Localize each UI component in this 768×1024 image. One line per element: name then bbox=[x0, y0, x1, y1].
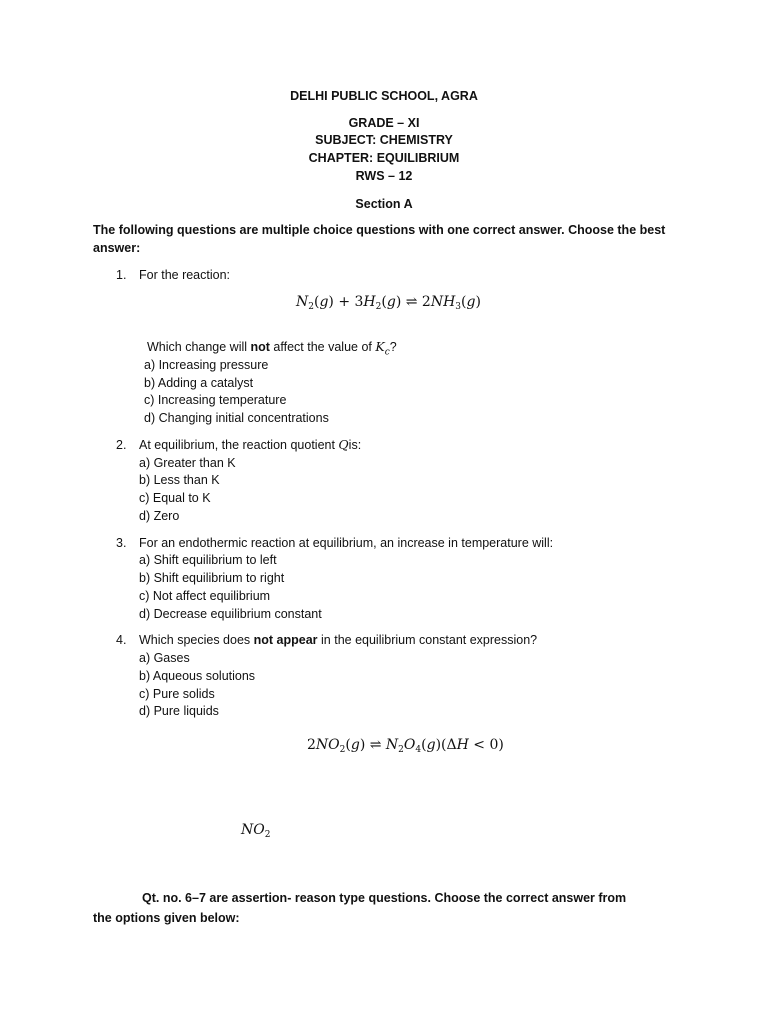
rws-heading: RWS – 12 bbox=[355, 169, 413, 183]
assertion-intro-line-2: the options given below: bbox=[93, 911, 240, 925]
reaction-equation-2: $2NO_2(g)$ ⇌ $N_2O_4(g)(\Delta H < 0)$ bbox=[307, 737, 504, 755]
school-name: DELHI PUBLIC SCHOOL, AGRA bbox=[290, 89, 478, 103]
option: d) Changing initial concentrations bbox=[144, 411, 329, 425]
chapter-heading: CHAPTER: EQUILIBRIUM bbox=[308, 151, 460, 165]
option: b) Shift equilibrium to right bbox=[139, 571, 285, 585]
section-heading: Section A bbox=[355, 197, 413, 211]
option: b) Aqueous solutions bbox=[139, 669, 256, 683]
option: d) Decrease equilibrium constant bbox=[139, 607, 322, 621]
question-number: 2. bbox=[116, 438, 127, 452]
option: a) Gases bbox=[139, 651, 190, 665]
option: a) Shift equilibrium to left bbox=[139, 553, 277, 567]
instructions-line-2: answer: bbox=[93, 241, 141, 255]
question-text: Which species does not appear in the equilibrium constant expression? bbox=[139, 633, 538, 647]
option: a) Increasing pressure bbox=[144, 358, 269, 372]
option: c) Pure solids bbox=[139, 687, 215, 701]
option: d) Zero bbox=[139, 509, 180, 523]
instructions-line-1: The following questions are multiple choice questions with one correct answer. Choose the best bbox=[93, 223, 666, 237]
option: c) Increasing temperature bbox=[144, 393, 287, 407]
option: b) Less than K bbox=[139, 473, 220, 487]
reaction-equation-1: $N_2(g) + 3H_2(g)$ ⇌ $2NH_3(g)$ bbox=[296, 294, 481, 312]
no2-symbol: $NO_2$ bbox=[241, 822, 271, 840]
subject-heading: SUBJECT: CHEMISTRY bbox=[315, 133, 453, 147]
question-number: 3. bbox=[116, 536, 127, 550]
option: d) Pure liquids bbox=[139, 704, 219, 718]
option: c) Equal to K bbox=[139, 491, 211, 505]
question-number: 4. bbox=[116, 633, 127, 647]
option: a) Greater than K bbox=[139, 456, 236, 470]
question-text: At equilibrium, the reaction quotient Qis: bbox=[139, 437, 362, 452]
grade-heading: GRADE – XI bbox=[348, 116, 420, 130]
question-prompt: Which change will not affect the value of $K_c$? bbox=[147, 339, 397, 358]
option: b) Adding a catalyst bbox=[144, 376, 254, 390]
assertion-intro-line-1: Qt. no. 6–7 are assertion- reason type questions. Choose the correct answer from bbox=[142, 891, 627, 905]
question-text: For the reaction: bbox=[139, 268, 231, 282]
question-number: 1. bbox=[116, 268, 127, 282]
question-text: For an endothermic reaction at equilibrium, an increase in temperature will: bbox=[139, 536, 554, 550]
option: c) Not affect equilibrium bbox=[139, 589, 271, 603]
